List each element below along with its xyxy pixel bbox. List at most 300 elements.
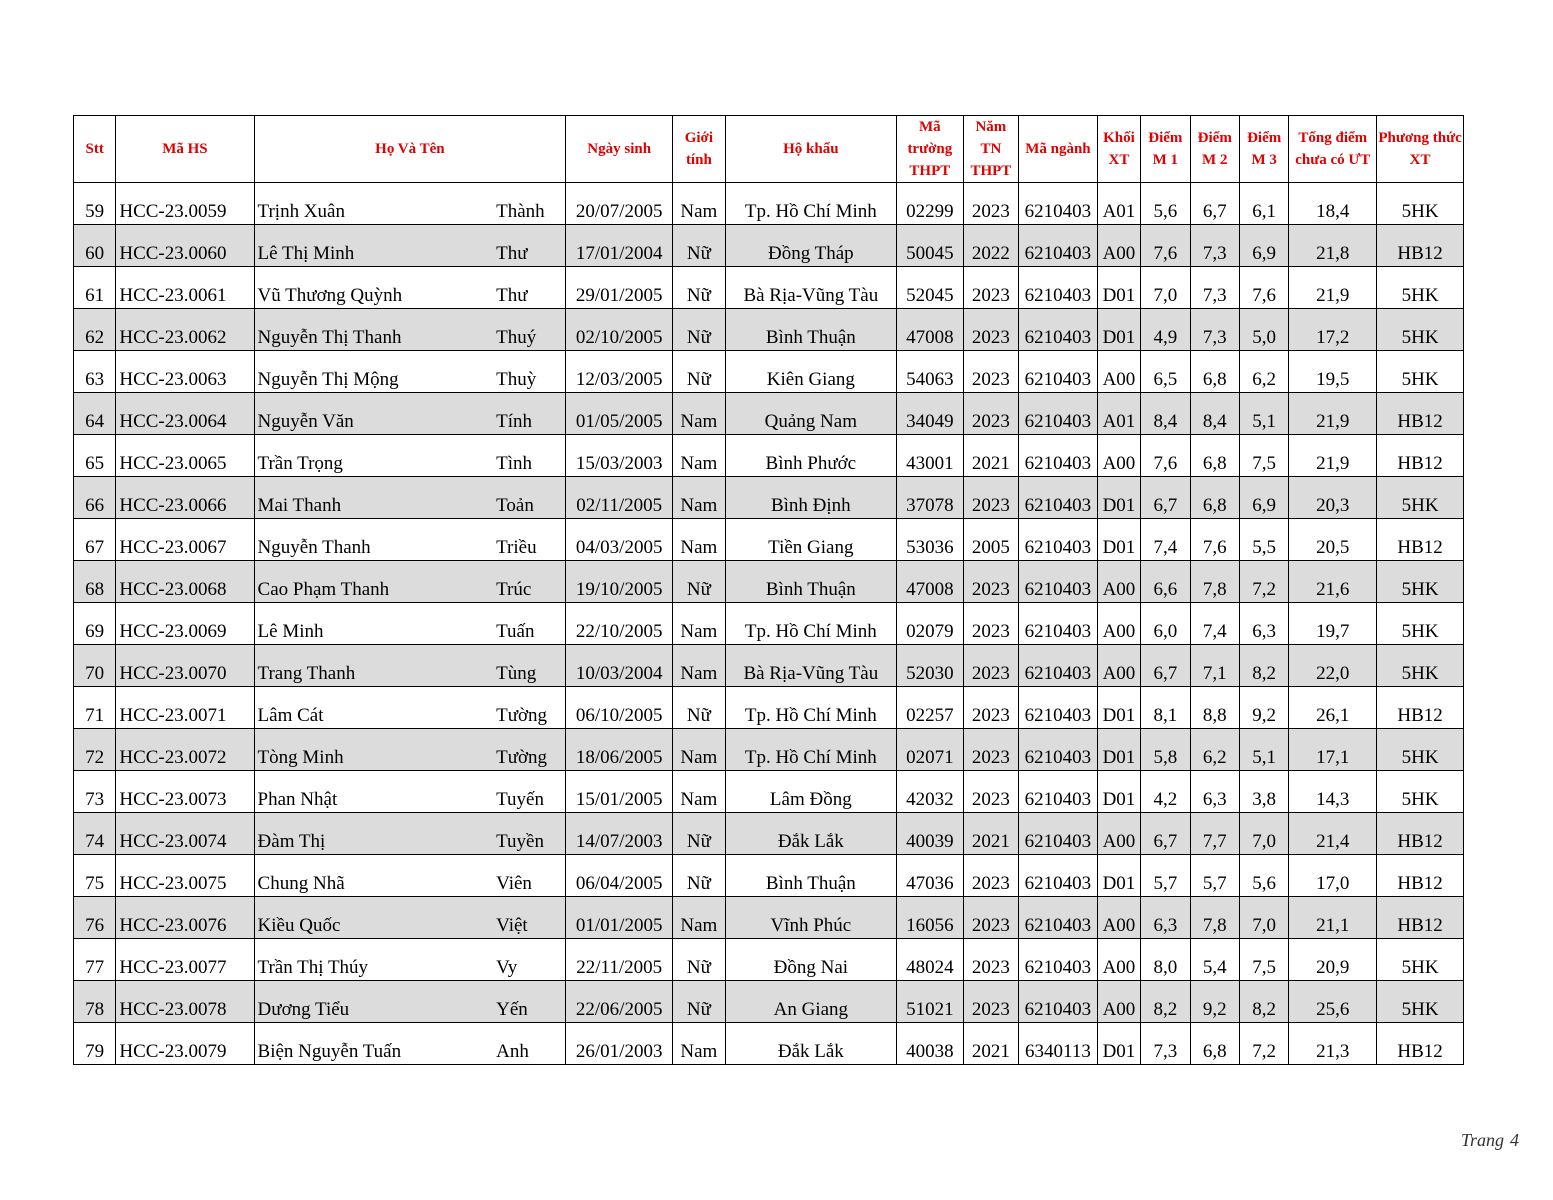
page-label: Trang <box>1460 1130 1504 1150</box>
cell-nam-tn: 2023 <box>963 855 1018 897</box>
cell-diem-m1: 8,1 <box>1141 687 1190 729</box>
table-row <box>74 1023 1464 1065</box>
cell-ho: Nguyễn Thị Thanh <box>254 309 493 351</box>
header-khoi-xt: Khối XT <box>1097 116 1140 183</box>
cell-ngay-sinh: 14/07/2003 <box>566 813 673 855</box>
cell-ho: Trịnh Xuân <box>254 183 493 225</box>
cell-ngay-sinh: 19/10/2005 <box>566 561 673 603</box>
cell-ma-hs: HCC-23.0073 <box>116 771 254 813</box>
cell-gioi-tinh: Nam <box>673 435 725 477</box>
cell-ma-truong: 47008 <box>897 561 964 603</box>
cell-nam-tn: 2023 <box>963 309 1018 351</box>
cell-ngay-sinh: 29/01/2005 <box>566 267 673 309</box>
cell-phuong-thuc: HB12 <box>1377 393 1464 435</box>
cell-khoi-xt: D01 <box>1097 267 1140 309</box>
cell-ma-hs: HCC-23.0068 <box>116 561 254 603</box>
table-row <box>74 897 1464 939</box>
cell-khoi-xt: A00 <box>1097 435 1140 477</box>
cell-diem-m3: 8,2 <box>1239 645 1288 687</box>
cell-stt: 77 <box>74 939 116 981</box>
cell-tong-diem: 18,4 <box>1289 183 1377 225</box>
cell-diem-m2: 5,4 <box>1190 939 1239 981</box>
cell-diem-m2: 7,4 <box>1190 603 1239 645</box>
cell-gioi-tinh: Nam <box>673 729 725 771</box>
cell-ma-nganh: 6210403 <box>1019 309 1098 351</box>
cell-khoi-xt: D01 <box>1097 729 1140 771</box>
cell-ngay-sinh: 01/01/2005 <box>566 897 673 939</box>
cell-gioi-tinh: Nữ <box>673 939 725 981</box>
cell-ma-truong: 43001 <box>897 435 964 477</box>
cell-ho-khau: Bình Thuận <box>725 855 896 897</box>
cell-diem-m2: 6,8 <box>1190 351 1239 393</box>
cell-phuong-thuc: 5HK <box>1377 309 1464 351</box>
cell-ma-truong: 48024 <box>897 939 964 981</box>
cell-ho-khau: Đắk Lắk <box>725 813 896 855</box>
cell-khoi-xt: A00 <box>1097 603 1140 645</box>
table-body <box>74 183 1464 1065</box>
cell-ten: Tính <box>493 393 566 435</box>
cell-gioi-tinh: Nữ <box>673 855 725 897</box>
cell-diem-m3: 5,1 <box>1239 393 1288 435</box>
cell-diem-m3: 3,8 <box>1239 771 1288 813</box>
cell-gioi-tinh: Nữ <box>673 225 725 267</box>
cell-ma-truong: 02071 <box>897 729 964 771</box>
cell-diem-m3: 7,0 <box>1239 897 1288 939</box>
cell-ma-nganh: 6210403 <box>1019 939 1098 981</box>
cell-stt: 68 <box>74 561 116 603</box>
cell-ma-truong: 52045 <box>897 267 964 309</box>
cell-ma-nganh: 6210403 <box>1019 393 1098 435</box>
cell-ma-hs: HCC-23.0064 <box>116 393 254 435</box>
cell-khoi-xt: A01 <box>1097 183 1140 225</box>
cell-nam-tn: 2023 <box>963 939 1018 981</box>
cell-gioi-tinh: Nam <box>673 477 725 519</box>
cell-ho-khau: Bình Phước <box>725 435 896 477</box>
cell-gioi-tinh: Nam <box>673 519 725 561</box>
cell-ma-truong: 40038 <box>897 1023 964 1065</box>
cell-tong-diem: 25,6 <box>1289 981 1377 1023</box>
cell-ten: Vy <box>493 939 566 981</box>
cell-nam-tn: 2023 <box>963 351 1018 393</box>
cell-ho: Cao Phạm Thanh <box>254 561 493 603</box>
page-footer <box>1455 1130 1519 1151</box>
cell-ma-hs: HCC-23.0060 <box>116 225 254 267</box>
cell-khoi-xt: D01 <box>1097 1023 1140 1065</box>
header-ma-truong: Mã trường THPT <box>897 116 964 183</box>
table-row <box>74 225 1464 267</box>
cell-diem-m3: 7,2 <box>1239 1023 1288 1065</box>
cell-ma-nganh: 6210403 <box>1019 267 1098 309</box>
cell-diem-m3: 6,2 <box>1239 351 1288 393</box>
cell-tong-diem: 21,3 <box>1289 1023 1377 1065</box>
header-ngay-sinh: Ngày sinh <box>566 116 673 183</box>
cell-ngay-sinh: 26/01/2003 <box>566 1023 673 1065</box>
cell-ten: Tuyền <box>493 813 566 855</box>
cell-ngay-sinh: 04/03/2005 <box>566 519 673 561</box>
cell-phuong-thuc: 5HK <box>1377 939 1464 981</box>
cell-tong-diem: 21,9 <box>1289 267 1377 309</box>
cell-ma-hs: HCC-23.0063 <box>116 351 254 393</box>
table-row <box>74 519 1464 561</box>
cell-ngay-sinh: 22/10/2005 <box>566 603 673 645</box>
cell-nam-tn: 2023 <box>963 645 1018 687</box>
cell-nam-tn: 2023 <box>963 981 1018 1023</box>
cell-ho: Biện Nguyễn Tuấn <box>254 1023 493 1065</box>
cell-ho: Trần Trọng <box>254 435 493 477</box>
cell-ma-nganh: 6210403 <box>1019 771 1098 813</box>
cell-ho: Lâm Cát <box>254 687 493 729</box>
cell-tong-diem: 14,3 <box>1289 771 1377 813</box>
cell-khoi-xt: A00 <box>1097 939 1140 981</box>
cell-ho-khau: Bà Rịa-Vũng Tàu <box>725 267 896 309</box>
cell-diem-m2: 7,8 <box>1190 897 1239 939</box>
cell-gioi-tinh: Nam <box>673 183 725 225</box>
cell-ho: Lê Minh <box>254 603 493 645</box>
cell-ten: Anh <box>493 1023 566 1065</box>
cell-diem-m3: 6,9 <box>1239 477 1288 519</box>
cell-stt: 73 <box>74 771 116 813</box>
cell-ma-truong: 02257 <box>897 687 964 729</box>
cell-diem-m2: 6,8 <box>1190 435 1239 477</box>
cell-ngay-sinh: 15/01/2005 <box>566 771 673 813</box>
cell-tong-diem: 21,4 <box>1289 813 1377 855</box>
cell-ma-truong: 53036 <box>897 519 964 561</box>
cell-ma-hs: HCC-23.0071 <box>116 687 254 729</box>
cell-ma-nganh: 6210403 <box>1019 561 1098 603</box>
cell-ma-hs: HCC-23.0067 <box>116 519 254 561</box>
cell-ten: Thư <box>493 267 566 309</box>
cell-phuong-thuc: HB12 <box>1377 687 1464 729</box>
cell-gioi-tinh: Nữ <box>673 813 725 855</box>
cell-stt: 70 <box>74 645 116 687</box>
cell-ten: Tùng <box>493 645 566 687</box>
cell-diem-m2: 6,3 <box>1190 771 1239 813</box>
cell-diem-m3: 8,2 <box>1239 981 1288 1023</box>
cell-ma-hs: HCC-23.0076 <box>116 897 254 939</box>
cell-ma-hs: HCC-23.0069 <box>116 603 254 645</box>
cell-khoi-xt: A00 <box>1097 225 1140 267</box>
table-row <box>74 351 1464 393</box>
cell-diem-m2: 8,4 <box>1190 393 1239 435</box>
cell-diem-m3: 7,6 <box>1239 267 1288 309</box>
cell-diem-m1: 5,7 <box>1141 855 1190 897</box>
table-row <box>74 939 1464 981</box>
cell-stt: 63 <box>74 351 116 393</box>
cell-phuong-thuc: 5HK <box>1377 267 1464 309</box>
cell-phuong-thuc: HB12 <box>1377 855 1464 897</box>
cell-diem-m2: 6,8 <box>1190 1023 1239 1065</box>
header-diem-m3: Điểm M 3 <box>1239 116 1288 183</box>
cell-ngay-sinh: 12/03/2005 <box>566 351 673 393</box>
cell-gioi-tinh: Nam <box>673 603 725 645</box>
cell-phuong-thuc: 5HK <box>1377 981 1464 1023</box>
cell-phuong-thuc: HB12 <box>1377 435 1464 477</box>
cell-ma-nganh: 6210403 <box>1019 981 1098 1023</box>
cell-diem-m1: 4,2 <box>1141 771 1190 813</box>
cell-ma-truong: 37078 <box>897 477 964 519</box>
cell-diem-m2: 9,2 <box>1190 981 1239 1023</box>
cell-khoi-xt: D01 <box>1097 477 1140 519</box>
cell-ngay-sinh: 18/06/2005 <box>566 729 673 771</box>
cell-tong-diem: 21,9 <box>1289 435 1377 477</box>
cell-gioi-tinh: Nam <box>673 645 725 687</box>
cell-ma-truong: 50045 <box>897 225 964 267</box>
cell-ngay-sinh: 06/10/2005 <box>566 687 673 729</box>
cell-gioi-tinh: Nữ <box>673 309 725 351</box>
cell-stt: 67 <box>74 519 116 561</box>
cell-ma-hs: HCC-23.0065 <box>116 435 254 477</box>
header-nam-tn: Năm TN THPT <box>963 116 1018 183</box>
cell-ma-truong: 54063 <box>897 351 964 393</box>
cell-ho-khau: Đồng Tháp <box>725 225 896 267</box>
table-row <box>74 477 1464 519</box>
cell-ma-nganh: 6210403 <box>1019 477 1098 519</box>
cell-ten: Tường <box>493 729 566 771</box>
cell-khoi-xt: D01 <box>1097 855 1140 897</box>
table-row <box>74 729 1464 771</box>
cell-ngay-sinh: 01/05/2005 <box>566 393 673 435</box>
cell-diem-m1: 5,6 <box>1141 183 1190 225</box>
cell-ten: Thành <box>493 183 566 225</box>
cell-ma-nganh: 6210403 <box>1019 183 1098 225</box>
cell-tong-diem: 20,9 <box>1289 939 1377 981</box>
cell-stt: 59 <box>74 183 116 225</box>
cell-diem-m1: 7,4 <box>1141 519 1190 561</box>
cell-nam-tn: 2021 <box>963 1023 1018 1065</box>
cell-ho: Mai Thanh <box>254 477 493 519</box>
cell-khoi-xt: D01 <box>1097 687 1140 729</box>
cell-ma-truong: 34049 <box>897 393 964 435</box>
cell-stt: 71 <box>74 687 116 729</box>
table-row <box>74 435 1464 477</box>
cell-gioi-tinh: Nam <box>673 393 725 435</box>
cell-ten: Triều <box>493 519 566 561</box>
cell-diem-m2: 7,3 <box>1190 309 1239 351</box>
cell-ma-truong: 47008 <box>897 309 964 351</box>
cell-tong-diem: 17,1 <box>1289 729 1377 771</box>
cell-ngay-sinh: 15/03/2003 <box>566 435 673 477</box>
cell-ho-khau: Tp. Hồ Chí Minh <box>725 687 896 729</box>
cell-diem-m1: 6,6 <box>1141 561 1190 603</box>
cell-ma-nganh: 6210403 <box>1019 813 1098 855</box>
cell-diem-m2: 6,2 <box>1190 729 1239 771</box>
cell-ma-truong: 40039 <box>897 813 964 855</box>
cell-ma-hs: HCC-23.0070 <box>116 645 254 687</box>
cell-diem-m2: 6,7 <box>1190 183 1239 225</box>
cell-ma-hs: HCC-23.0078 <box>116 981 254 1023</box>
cell-ho-khau: Đồng Nai <box>725 939 896 981</box>
cell-ho-khau: An Giang <box>725 981 896 1023</box>
cell-diem-m3: 9,2 <box>1239 687 1288 729</box>
cell-gioi-tinh: Nữ <box>673 687 725 729</box>
cell-nam-tn: 2023 <box>963 267 1018 309</box>
cell-ma-nganh: 6210403 <box>1019 855 1098 897</box>
table-row <box>74 771 1464 813</box>
cell-nam-tn: 2023 <box>963 771 1018 813</box>
table-row <box>74 813 1464 855</box>
cell-phuong-thuc: HB12 <box>1377 519 1464 561</box>
cell-ma-hs: HCC-23.0059 <box>116 183 254 225</box>
cell-diem-m3: 7,5 <box>1239 435 1288 477</box>
cell-diem-m1: 6,7 <box>1141 813 1190 855</box>
cell-ngay-sinh: 06/04/2005 <box>566 855 673 897</box>
cell-nam-tn: 2023 <box>963 393 1018 435</box>
cell-ma-nganh: 6210403 <box>1019 519 1098 561</box>
cell-stt: 79 <box>74 1023 116 1065</box>
cell-ngay-sinh: 20/07/2005 <box>566 183 673 225</box>
cell-phuong-thuc: 5HK <box>1377 561 1464 603</box>
cell-nam-tn: 2023 <box>963 477 1018 519</box>
cell-diem-m3: 6,3 <box>1239 603 1288 645</box>
cell-ho: Nguyễn Thanh <box>254 519 493 561</box>
cell-ten: Yến <box>493 981 566 1023</box>
cell-ma-hs: HCC-23.0062 <box>116 309 254 351</box>
cell-ma-nganh: 6210403 <box>1019 225 1098 267</box>
cell-ho: Kiều Quốc <box>254 897 493 939</box>
cell-diem-m3: 5,5 <box>1239 519 1288 561</box>
cell-ho-khau: Quảng Nam <box>725 393 896 435</box>
cell-stt: 76 <box>74 897 116 939</box>
cell-ten: Thuý <box>493 309 566 351</box>
cell-khoi-xt: A00 <box>1097 897 1140 939</box>
cell-phuong-thuc: HB12 <box>1377 225 1464 267</box>
cell-ho: Tòng Minh <box>254 729 493 771</box>
header-ho-va-ten: Họ Và Tên <box>254 116 566 183</box>
cell-ho: Phan Nhật <box>254 771 493 813</box>
cell-ho-khau: Tp. Hồ Chí Minh <box>725 603 896 645</box>
cell-ma-truong: 16056 <box>897 897 964 939</box>
cell-diem-m1: 4,9 <box>1141 309 1190 351</box>
cell-stt: 62 <box>74 309 116 351</box>
cell-diem-m3: 5,1 <box>1239 729 1288 771</box>
table-row <box>74 981 1464 1023</box>
cell-ngay-sinh: 22/06/2005 <box>566 981 673 1023</box>
cell-ho: Trang Thanh <box>254 645 493 687</box>
cell-ho: Dương Tiểu <box>254 981 493 1023</box>
cell-stt: 75 <box>74 855 116 897</box>
cell-phuong-thuc: HB12 <box>1377 897 1464 939</box>
header-gioi-tinh: Giới tính <box>673 116 725 183</box>
header-stt: Stt <box>74 116 116 183</box>
cell-tong-diem: 22,0 <box>1289 645 1377 687</box>
student-table <box>73 115 1464 1065</box>
cell-diem-m1: 8,4 <box>1141 393 1190 435</box>
cell-diem-m3: 6,1 <box>1239 183 1288 225</box>
cell-stt: 78 <box>74 981 116 1023</box>
cell-nam-tn: 2023 <box>963 561 1018 603</box>
header-tong-diem: Tổng điểm chưa có ƯT <box>1289 116 1377 183</box>
cell-ho: Chung Nhã <box>254 855 493 897</box>
cell-khoi-xt: D01 <box>1097 519 1140 561</box>
cell-diem-m1: 6,3 <box>1141 897 1190 939</box>
cell-diem-m1: 7,6 <box>1141 225 1190 267</box>
cell-ngay-sinh: 22/11/2005 <box>566 939 673 981</box>
cell-ma-nganh: 6210403 <box>1019 687 1098 729</box>
cell-gioi-tinh: Nam <box>673 1023 725 1065</box>
cell-stt: 66 <box>74 477 116 519</box>
cell-ma-truong: 47036 <box>897 855 964 897</box>
cell-khoi-xt: A00 <box>1097 981 1140 1023</box>
cell-phuong-thuc: 5HK <box>1377 351 1464 393</box>
cell-nam-tn: 2023 <box>963 897 1018 939</box>
cell-ho-khau: Bình Định <box>725 477 896 519</box>
cell-ho-khau: Bình Thuận <box>725 561 896 603</box>
cell-tong-diem: 21,1 <box>1289 897 1377 939</box>
cell-ten: Thuỳ <box>493 351 566 393</box>
cell-ho-khau: Kiên Giang <box>725 351 896 393</box>
cell-tong-diem: 20,3 <box>1289 477 1377 519</box>
cell-phuong-thuc: HB12 <box>1377 813 1464 855</box>
cell-diem-m1: 8,0 <box>1141 939 1190 981</box>
cell-nam-tn: 2023 <box>963 687 1018 729</box>
cell-ma-nganh: 6210403 <box>1019 897 1098 939</box>
cell-tong-diem: 21,6 <box>1289 561 1377 603</box>
cell-diem-m3: 7,0 <box>1239 813 1288 855</box>
cell-phuong-thuc: 5HK <box>1377 771 1464 813</box>
cell-diem-m2: 7,3 <box>1190 225 1239 267</box>
table-header-row <box>74 116 1464 183</box>
cell-ten: Việt <box>493 897 566 939</box>
cell-diem-m2: 7,6 <box>1190 519 1239 561</box>
table-row <box>74 855 1464 897</box>
cell-ngay-sinh: 02/10/2005 <box>566 309 673 351</box>
header-diem-m1: Điểm M 1 <box>1141 116 1190 183</box>
cell-nam-tn: 2021 <box>963 435 1018 477</box>
cell-ten: Tình <box>493 435 566 477</box>
table-row <box>74 267 1464 309</box>
cell-ngay-sinh: 17/01/2004 <box>566 225 673 267</box>
cell-ma-nganh: 6210403 <box>1019 603 1098 645</box>
cell-ten: Tường <box>493 687 566 729</box>
cell-khoi-xt: D01 <box>1097 309 1140 351</box>
cell-diem-m1: 8,2 <box>1141 981 1190 1023</box>
header-phuong-thuc: Phương thức XT <box>1377 116 1464 183</box>
cell-tong-diem: 20,5 <box>1289 519 1377 561</box>
cell-ma-truong: 02079 <box>897 603 964 645</box>
cell-nam-tn: 2023 <box>963 603 1018 645</box>
cell-diem-m2: 7,1 <box>1190 645 1239 687</box>
cell-nam-tn: 2021 <box>963 813 1018 855</box>
table-row <box>74 183 1464 225</box>
cell-diem-m2: 5,7 <box>1190 855 1239 897</box>
header-diem-m2: Điểm M 2 <box>1190 116 1239 183</box>
cell-diem-m2: 7,7 <box>1190 813 1239 855</box>
cell-ho: Trần Thị Thúy <box>254 939 493 981</box>
cell-ho: Nguyễn Văn <box>254 393 493 435</box>
cell-ten: Trúc <box>493 561 566 603</box>
cell-ten: Tuyến <box>493 771 566 813</box>
cell-diem-m2: 7,3 <box>1190 267 1239 309</box>
cell-ho-khau: Đắk Lắk <box>725 1023 896 1065</box>
cell-ho-khau: Bà Rịa-Vũng Tàu <box>725 645 896 687</box>
cell-khoi-xt: D01 <box>1097 771 1140 813</box>
cell-ma-hs: HCC-23.0077 <box>116 939 254 981</box>
table-row <box>74 309 1464 351</box>
cell-ma-nganh: 6210403 <box>1019 351 1098 393</box>
cell-phuong-thuc: HB12 <box>1377 1023 1464 1065</box>
cell-ten: Viên <box>493 855 566 897</box>
cell-khoi-xt: A00 <box>1097 813 1140 855</box>
header-ma-nganh: Mã ngành <box>1019 116 1098 183</box>
cell-khoi-xt: A01 <box>1097 393 1140 435</box>
cell-diem-m1: 6,5 <box>1141 351 1190 393</box>
cell-diem-m1: 7,0 <box>1141 267 1190 309</box>
cell-ho: Đàm Thị <box>254 813 493 855</box>
cell-ma-nganh: 6210403 <box>1019 729 1098 771</box>
cell-tong-diem: 21,9 <box>1289 393 1377 435</box>
cell-ho: Vũ Thương Quỳnh <box>254 267 493 309</box>
cell-gioi-tinh: Nam <box>673 771 725 813</box>
